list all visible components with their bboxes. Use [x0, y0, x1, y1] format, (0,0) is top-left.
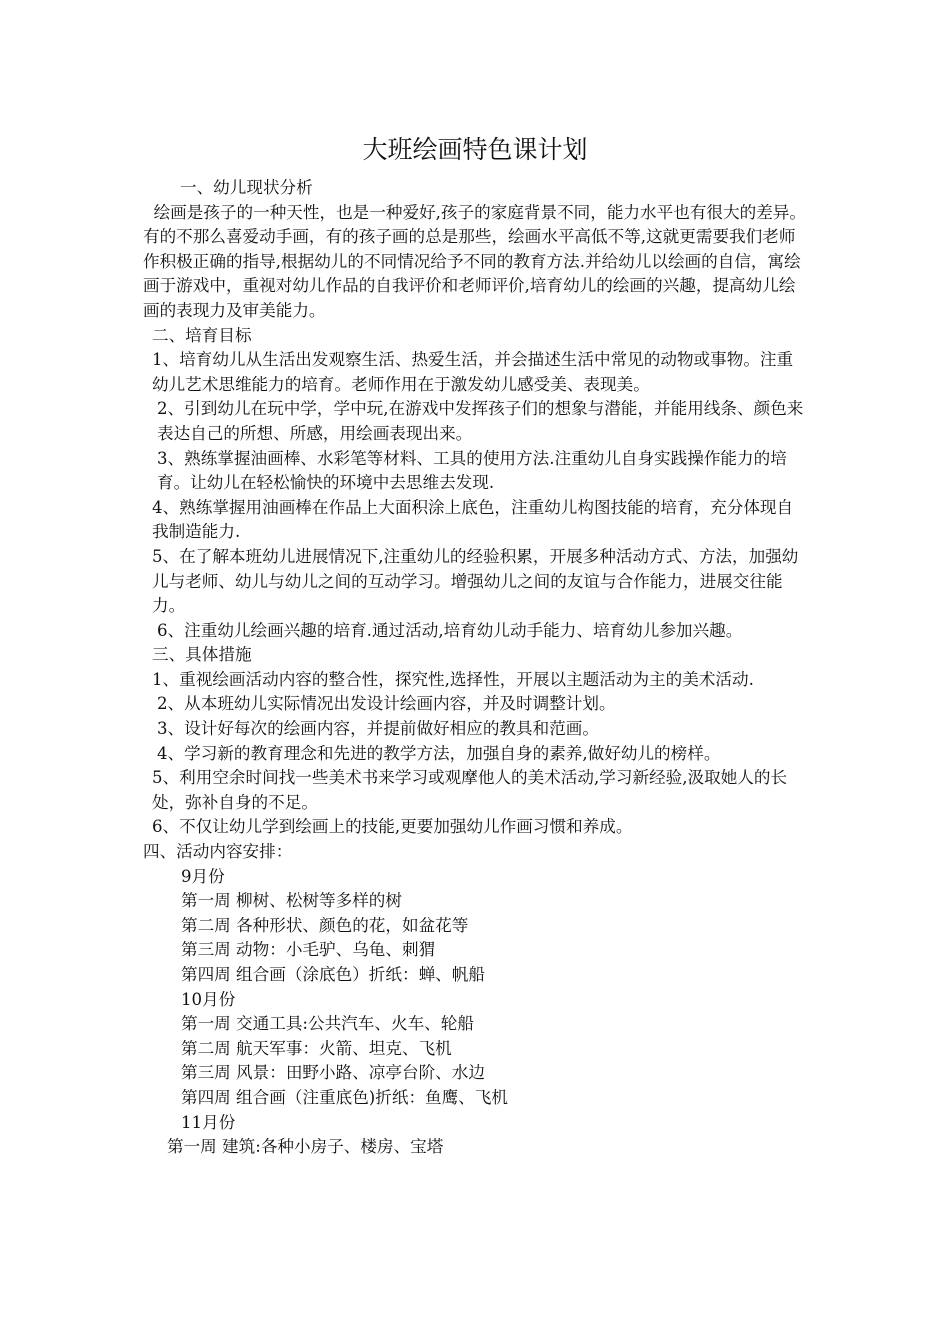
measure-item-1: 1、重视绘画活动内容的整合性，探究性,选择性，开展以主题活动为主的美术活动. — [152, 669, 754, 689]
goal-item-3: 3、熟练掌握油画棒、水彩笔等材料、工具的使用方法.注重幼儿自身实践操作能力的培育。让幼儿在轻松愉快的环境中去思维去发现. — [157, 448, 787, 493]
week-item: 第一周 交通工具:公共汽车、火车、轮船 — [181, 1014, 474, 1034]
week-item: 第二周 各种形状、颜色的花，如盆花等 — [181, 915, 469, 935]
section-heading-4: 四、活动内容安排： — [143, 842, 293, 862]
document-body — [143, 176, 809, 1160]
goal-item-1: 1、培育幼儿从生活出发观察生活、热爱生活，并会描述生活中常见的动物或事物。注重幼儿艺术思维能力的培育。老师作用在于激发幼儿感受美、表现美。 — [152, 350, 794, 394]
goal-item-2: 2、引到幼儿在玩中学，学中玩,在游戏中发挥孩子们的想象与潜能，并能用线条、颜色来表达自己的所想、所感，用绘画表现出来。 — [157, 399, 804, 443]
section-heading-3: 三、具体措施 — [152, 645, 252, 665]
document-title: 大班绘画特色课计划 — [362, 135, 588, 164]
section-heading-2: 二、培育目标 — [152, 325, 252, 345]
week-item: 第四周 组合画（涂底色）折纸：蝉、帆船 — [181, 965, 485, 984]
month-label-9: 9月份 — [181, 866, 225, 886]
goal-item-5: 5、在了解本班幼儿进展情况下,注重幼儿的经验积累，开展多种活动方式、方法，加强幼儿与老师、幼儿与幼儿之间的互动学习。增强幼儿之间的友谊与合作能力，进展交往能力。 — [152, 546, 799, 616]
section-1-paragraph: 绘画是孩子的一种天性，也是一种爱好,孩子的家庭背景不同，能力水平也有很大的差异。有的不那么喜爱动手画，有的孩子画的总是那些，绘画水平高低不等,这就更需要我们老师作积极正确的指导,根据幼儿的不同情况给予不同的教育方法.并给幼儿以绘画的自信，寓绘画于游戏中，重视对幼儿作品的自我评价和老师评价,培育幼儿的绘画的兴趣，提高幼儿绘画的表现力及审美能力。 — [143, 202, 806, 320]
measure-item-3: 3、设计好每次的绘画内容，并提前做好相应的教具和范画。 — [157, 719, 599, 739]
week-item: 第一周 柳树、松树等多样的树 — [181, 891, 402, 911]
week-item: 第二周 航天军事：火箭、坦克、飞机 — [181, 1038, 452, 1058]
month-label-10: 10月份 — [181, 989, 236, 1009]
week-item: 第三周 动物：小毛驴、乌龟、刺猬 — [181, 940, 436, 960]
section-heading-1: 一、幼儿现状分析 — [180, 178, 313, 197]
week-item: 第四周 组合画（注重底色)折纸：鱼鹰、飞机 — [181, 1087, 509, 1107]
goal-item-4: 4、熟练掌握用油画棒在作品上大面积涂上底色，注重幼儿构图技能的培育，充分体现自我制造能力. — [152, 497, 794, 542]
measure-item-6: 6、不仅让幼儿学到绘画上的技能,更要加强幼儿作画习惯和养成。 — [152, 817, 633, 837]
week-item: 第三周 风景：田野小路、凉亭台阶、水边 — [181, 1063, 485, 1083]
month-label-11: 11月份 — [181, 1112, 236, 1132]
measure-item-5: 5、利用空余时间找一些美术书来学习或观摩他人的美术活动,学习新经验,汲取她人的长处，弥补自身的不足。 — [152, 768, 788, 812]
measure-item-4: 4、学习新的教育理念和先进的教学方法，加强自身的素养,做好幼儿的榜样。 — [157, 743, 721, 763]
week-item: 第一周 建筑:各种小房子、楼房、宝塔 — [167, 1137, 444, 1157]
measure-item-2: 2、从本班幼儿实际情况出发设计绘画内容，并及时调整计划。 — [157, 694, 616, 714]
goal-item-6: 6、注重幼儿绘画兴趣的培育.通过活动,培育幼儿动手能力、培育幼儿参加兴趣。 — [157, 620, 743, 640]
